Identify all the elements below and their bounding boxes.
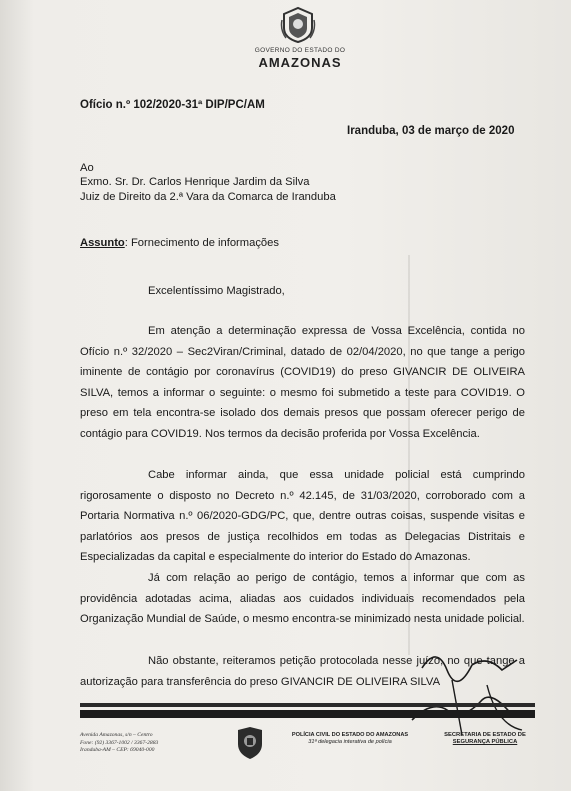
paragraph-3: Já com relação ao perigo de contágio, temos a informar que com as providência adotadas acima, aliadas aos cuidados individuais recomendados pela Organização Mundial de Saúde, o mesmo encontra-se minimizado nesta unidade policial. [80,572,525,626]
document-reference: Ofício n.º 102/2020-31ª DIP/PC/AM [80,99,265,111]
subject-label: Assunto [80,237,125,249]
place-date: Iranduba, 03 de março de 2020 [347,125,515,137]
addressee-role: Juiz de Direito da 2.ª Vara da Comarca de Iranduba [80,191,336,203]
secretariat-label [430,732,540,746]
government-label: GOVERNO DO ESTADO DO [254,47,346,54]
paragraph-1: Em atenção a determinação expressa de Vossa Excelência, contida no Ofício n.º 32/2020 – Sec2Viran/Criminal, datado de 02/04/2020, no que tange a perigo iminente de contágio por coronavírus (COVID19) do preso GIVANCIR DE OLIVEIRA SILVA, temos a informar o seguinte: o mesmo foi submetido a teste para COVID19. O preso em tela encontra-se isolado dos demais presos que possam oferecer perigo de contágio para COVID19. Nos termos da decisão proferida por Vossa Excelência. [80,325,525,440]
footer-rule-thick [80,710,535,718]
paragraph-4: Não obstante, reiteramos petição protocolada nesse juízo, no que tange a autorização para transferência do preso GIVANCIR DE OLIVEIRA SILVA [80,655,525,688]
address-line: Iranduba-AM – CEP: 69040-000 [80,747,155,753]
police-line1: POLÍCIA CIVIL DO ESTADO DO AMAZONAS [291,732,409,738]
secretariat-line2: SEGURANÇA PÚBLICA [452,739,518,745]
address-line: Fone: (92) 3367-1002 / 3367-2883 [80,739,159,746]
police-emblem-icon [236,726,264,760]
state-crest-icon [280,6,316,44]
subject-text: : Fornecimento de informações [124,237,279,249]
police-line2: 31ª delegacia interativa de polícia [308,739,392,745]
paper-fold [408,255,410,655]
salutation: Excelentíssimo Magistrado, [148,285,285,297]
state-name: AMAZONAS [258,55,342,70]
paragraph-2: Cabe informar ainda, que essa unidade policial está cumprindo rigorosamente o disposto no Decreto n.º 42.145, de 31/03/2020, corroborado com a Portaria Normativa n.º 06/2020-GDG/PC, que, dentre outras coisas, suspende visitas e parlatórios aos presos de justiça recolhidos em todas as Delegacias Distritais e Especializadas da capital e especialmente do interior do Estado do Amazonas. [80,469,525,564]
footer-address [80,732,158,755]
addressee-name: Exmo. Sr. Dr. Carlos Henrique Jardim da Silva [80,176,310,188]
addressee-to: Ao [80,162,94,174]
secretariat-line1: SECRETARIA DE ESTADO DE [444,732,526,738]
address-line: Avenida Amazonas, s/n – Centro [80,732,153,738]
footer-rule-thin [80,703,535,707]
subject-line [80,236,279,250]
police-label [275,732,425,746]
